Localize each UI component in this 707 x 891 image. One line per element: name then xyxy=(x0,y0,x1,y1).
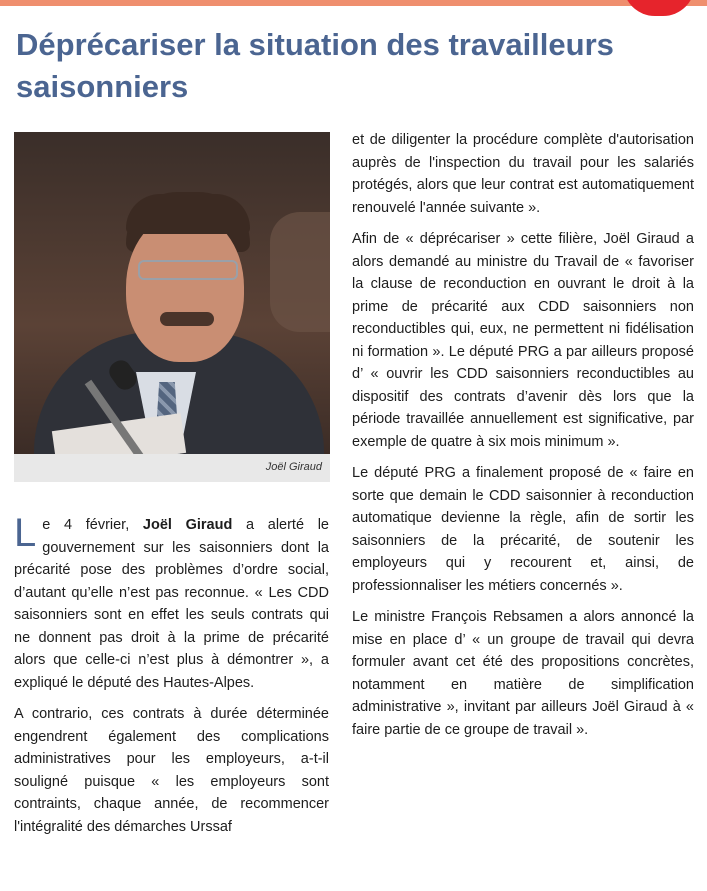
highlighted-name: Joël Giraud xyxy=(142,517,233,533)
paragraph-6: Le ministre François Rebsamen a alors annoncé la mise en place d’ « un groupe de travail qui devra formuler avant cet été des propositions concrètes, notamment en matière de simplification administrative », invitant par ailleurs Joël Giraud à « faire partie de ce groupe de travail ». xyxy=(352,609,694,738)
right-column xyxy=(352,129,694,750)
photo-caption: Joël Giraud xyxy=(265,461,322,473)
top-accent-bar xyxy=(0,0,707,6)
paragraph-3: et de diligenter la procédure complète d'autorisation auprès de l'inspection du travail pour les salariés protégés, alors que leur contrat est automatiquement renouvelé l'année suivante ». xyxy=(352,132,694,216)
drop-cap: L xyxy=(14,511,37,555)
article-photo xyxy=(14,132,330,454)
paragraph-4: Afin de « déprécariser » cette filière, Joël Giraud a alors demandé au ministre du Travail de « favoriser la clause de reconduction en ouvrant le droit à la prime de précarité aux CDD saisonniers non reconductibles qui, eux, ne permettent ni fidélisation ni formation ». Le député PRG a par ailleurs proposé d’ « ouvrir les CDD saisonniers reconductibles au dispositif des contrats d’avenir dès lors que la période travaillée annuellement est significative, par exemple de quatre à six mois minimum ». xyxy=(352,231,694,450)
photo-caption-bar xyxy=(14,454,330,482)
left-column xyxy=(14,511,329,847)
corner-badge xyxy=(623,0,695,16)
paragraph-2: A contrario, ces contrats à durée déterminée engendrent également des complications administratives pour les employeurs, a-t-il souligné puisque « les employeurs sont contraints, chaque année, de recommencer l'intégralité des démarches Urssaf xyxy=(14,706,329,835)
article-title: Déprécariser la situation des travailleurs saisonniers xyxy=(16,27,614,104)
paragraph-1: Le 4 février, Joël Giraud a alerté le gouvernement sur les saisonniers dont la précarité pose des problèmes d’ordre social, d’autant qu’elle n’est pas reconnue. « Les CDD saisonniers sont en effet les seuls contrats qui ne donnent pas droit à la prime de précarité alors que celle-ci n’est plus à démontrer », a expliqué le député des Hautes-Alpes. xyxy=(14,511,329,691)
paragraph-5: Le député PRG a finalement proposé de « faire en sorte que demain le CDD saisonnier à reconduction automatique devienne la règle, afin de sortir les saisonniers de la précarité, de soutenir les employeurs qui y recourent et, ainsi, de professionnaliser les métiers concernés ». xyxy=(352,465,694,594)
